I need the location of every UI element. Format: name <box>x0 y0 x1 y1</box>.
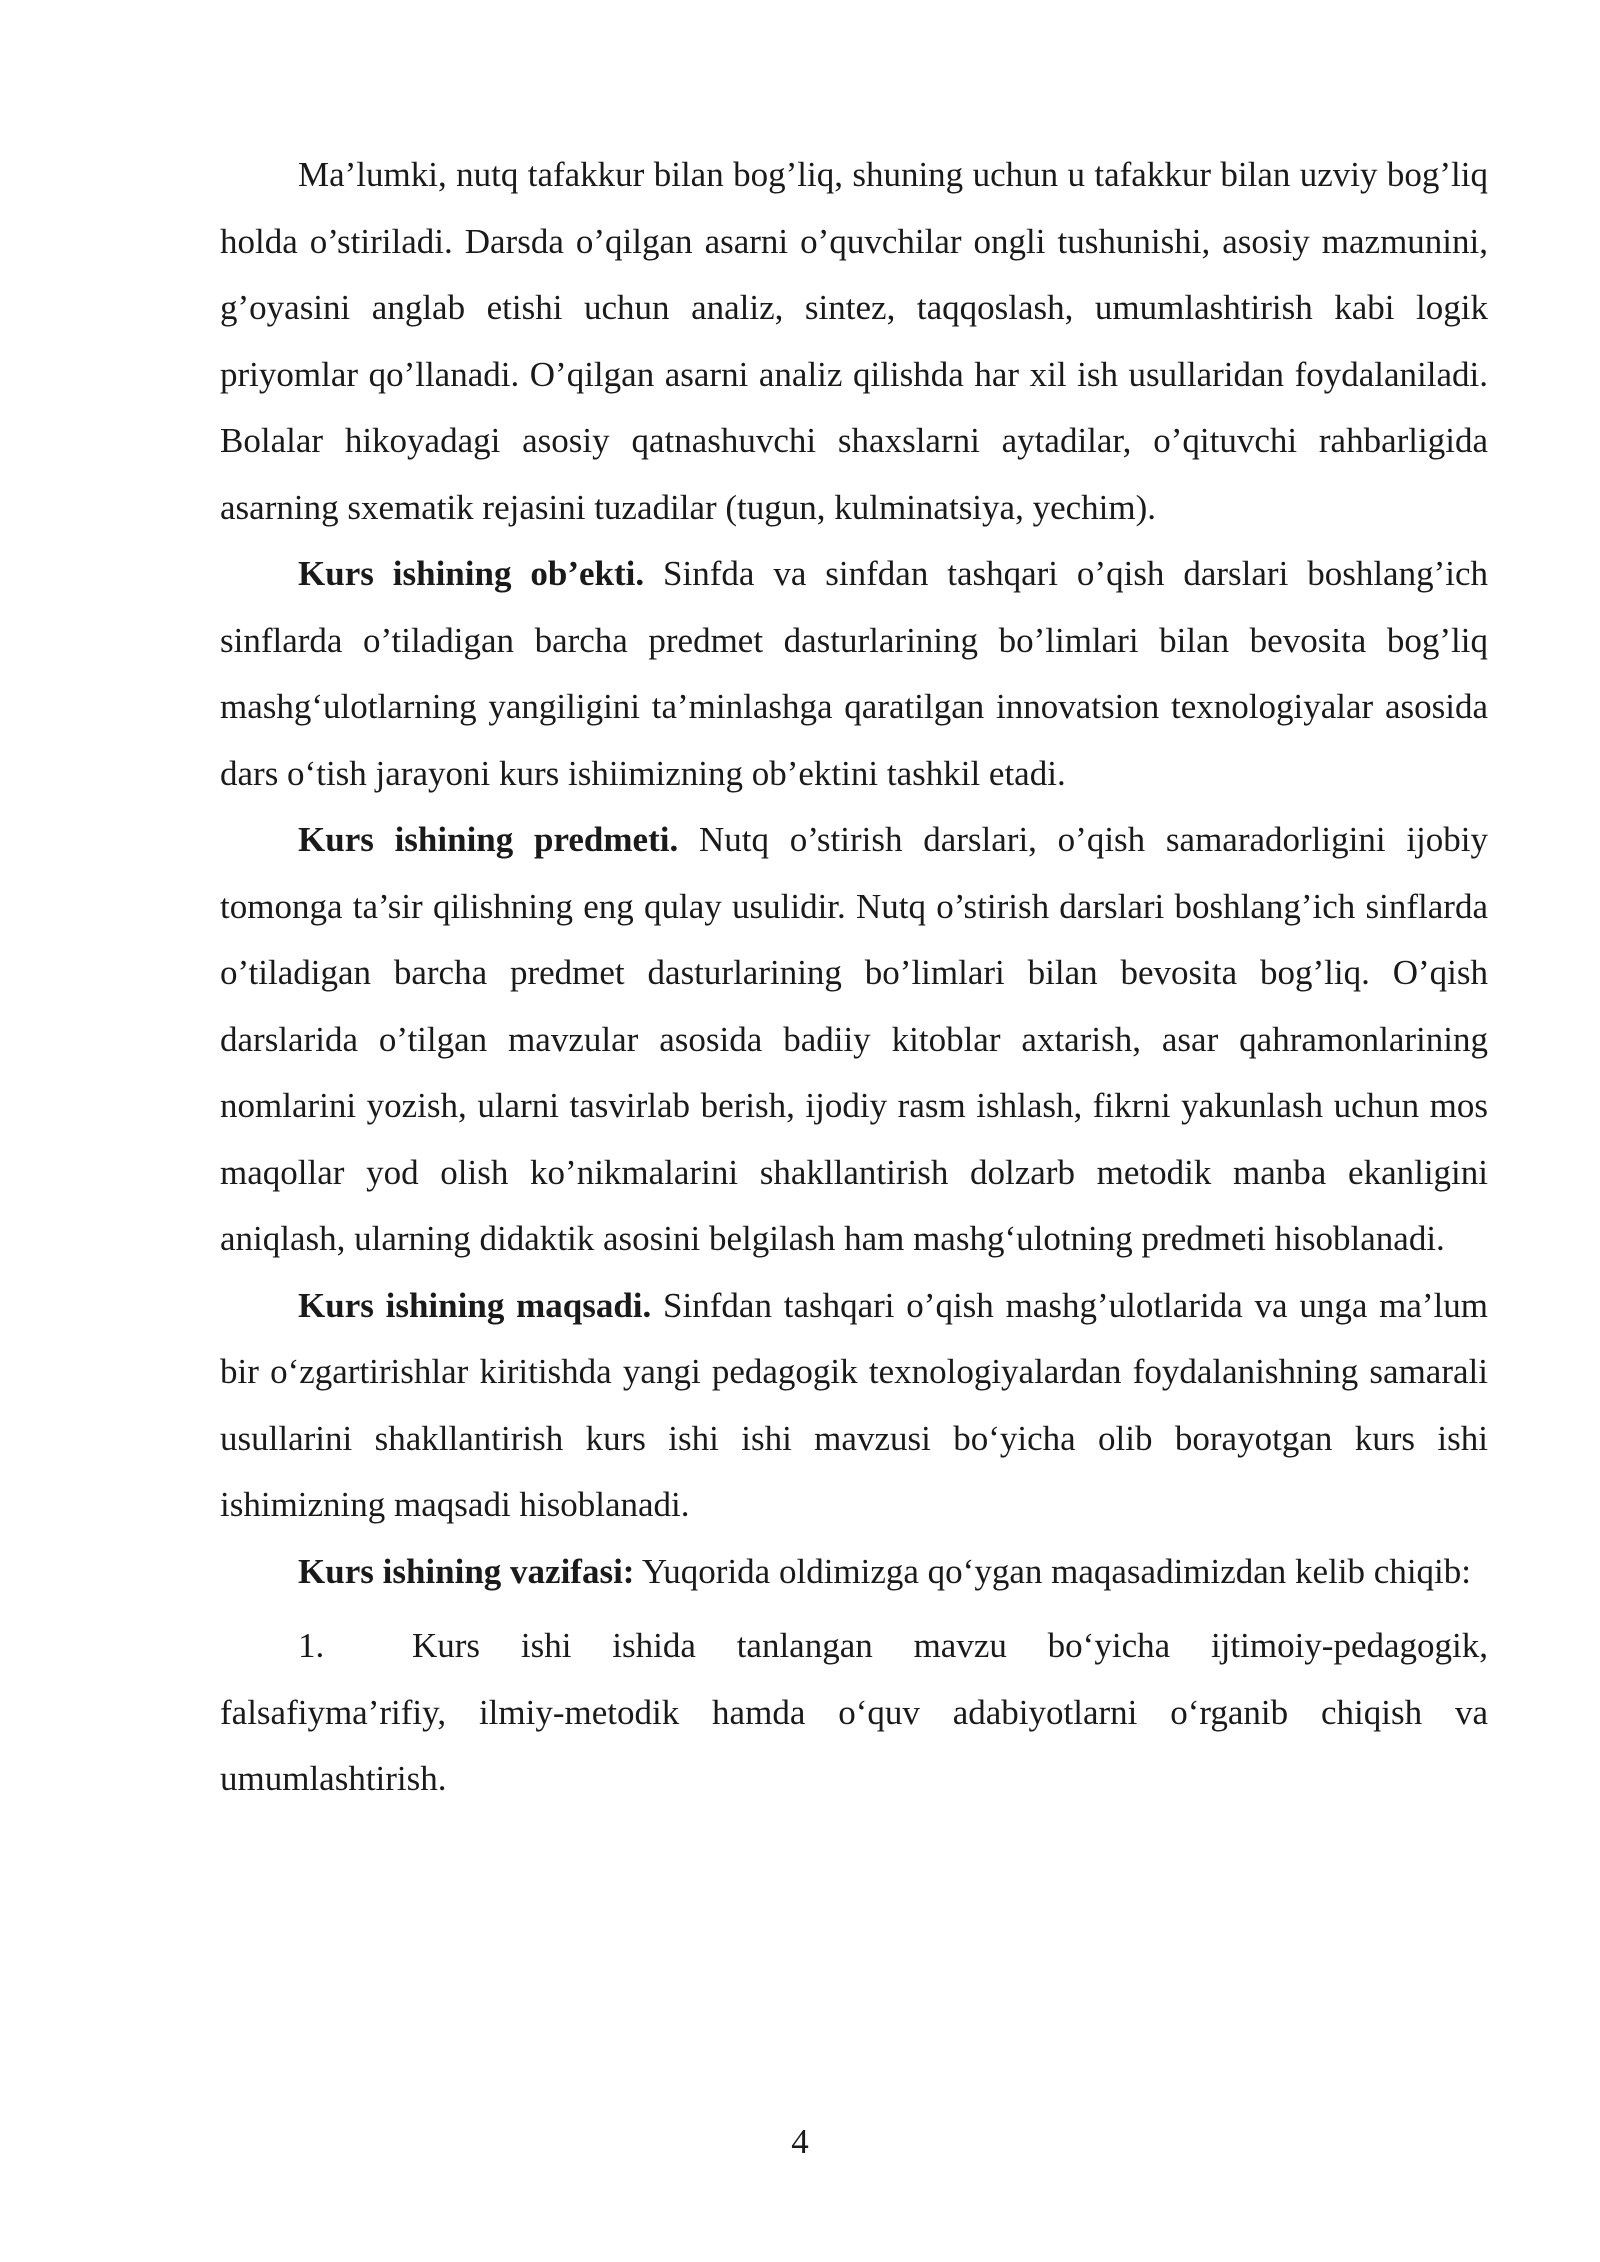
heading-goal: Kurs ishining maqsadi. <box>298 1285 652 1325</box>
heading-object: Kurs ishining ob’ekti. <box>298 554 645 593</box>
heading-tasks: Kurs ishining vazifasi: <box>298 1551 635 1591</box>
heading-subject: Kurs ishining predmeti. <box>298 820 679 859</box>
page-number: 4 <box>791 2122 809 2161</box>
paragraph-subject <box>220 807 1488 1273</box>
paragraph-intro: Ma’lumki, nutq tafakkur bilan bog’liq, shuning uchun u tafakkur bilan uzviy bog’liq holda o’stiriladi. Darsda o’qilgan asarni o’quvchilar ongli tushunishi, asosiy mazmunini, g’oyasini anglab etishi uchun analiz, sintez, taqqoslash, umumlashtirish kabi logik priyomlar qo’llanadi. O’qilgan asarni analiz qilishda har xil ish usullaridan foydalaniladi. Bolalar hikoyadagi asosiy qatnashuvchi shaxslarni aytadilar, o’qituvchi rahbarligida asarning sxematik rejasini tuzadilar (tugun, kulminatsiya, yechim). <box>220 155 1488 527</box>
list-item-number: 1. <box>298 1626 325 1665</box>
paragraph-object <box>220 541 1488 807</box>
paragraph-goal <box>220 1273 1488 1539</box>
paragraph-tasks <box>220 1539 1488 1606</box>
text-tasks: Yuqorida oldimizga qo‘ygan maqasadimizdan kelib chiqib: <box>634 1551 1472 1591</box>
text-object: Sinfda va sinfdan tashqari o’qish darslari boshlang’ich sinflarda o’tiladigan barcha predmet dasturlarining bo’limlari bilan bevosita bog’liq mashg‘ulotlarning yangiligini ta’minlashga qaratilgan innovatsion texnologiyalar asosida dars o‘tish jarayoni kurs ishiimizning ob’ektini tashkil etadi. <box>220 554 1489 793</box>
page-body <box>220 142 1488 1813</box>
text-goal: Sinfdan tashqari o’qish mashg’ulotlarida va unga ma’lum bir o‘zgartirishlar kiritishda yangi pedagogik texnologiyalardan foydalanishning samarali usullarini shakllantirish kurs ishi ishi mavzusi bo‘yicha olib borayotgan kurs ishi ishimizning maqsadi hisoblanadi. <box>220 1285 1488 1524</box>
list-item <box>220 1613 1488 1813</box>
text-subject: Nutq o’stirish darslari, o’qish samaradorligini ijobiy tomonga ta’sir qilishning eng qulay usulidir. Nutq o’stirish darslari boshlang’ich sinflarda o’tiladigan barcha predmet dasturlarining bo’limlari bilan bevosita bog’liq. O’qish darslarida o’tilgan mavzular asosida badiiy kitoblar axtarish, asar qahramonlarining nomlarini yozish, ularni tasvirlab berish, ijodiy rasm ishlash, fikrni yakunlash uchun mos maqollar yod olish ko’nikmalarini shakllantirish dolzarb metodik manba ekanligini aniqlash, ularning didaktik asosini belgilash ham mashg‘ulotning predmeti hisoblanadi. <box>220 820 1488 1258</box>
list-item-text: Kurs ishi ishida tanlangan mavzu bo‘yicha ijtimoiy-pedagogik, falsafiyma’rifiy, ilmiy-metodik hamda o‘quv adabiyotlarni o‘rganib chiqish va umumlashtirish. <box>220 1626 1488 1798</box>
